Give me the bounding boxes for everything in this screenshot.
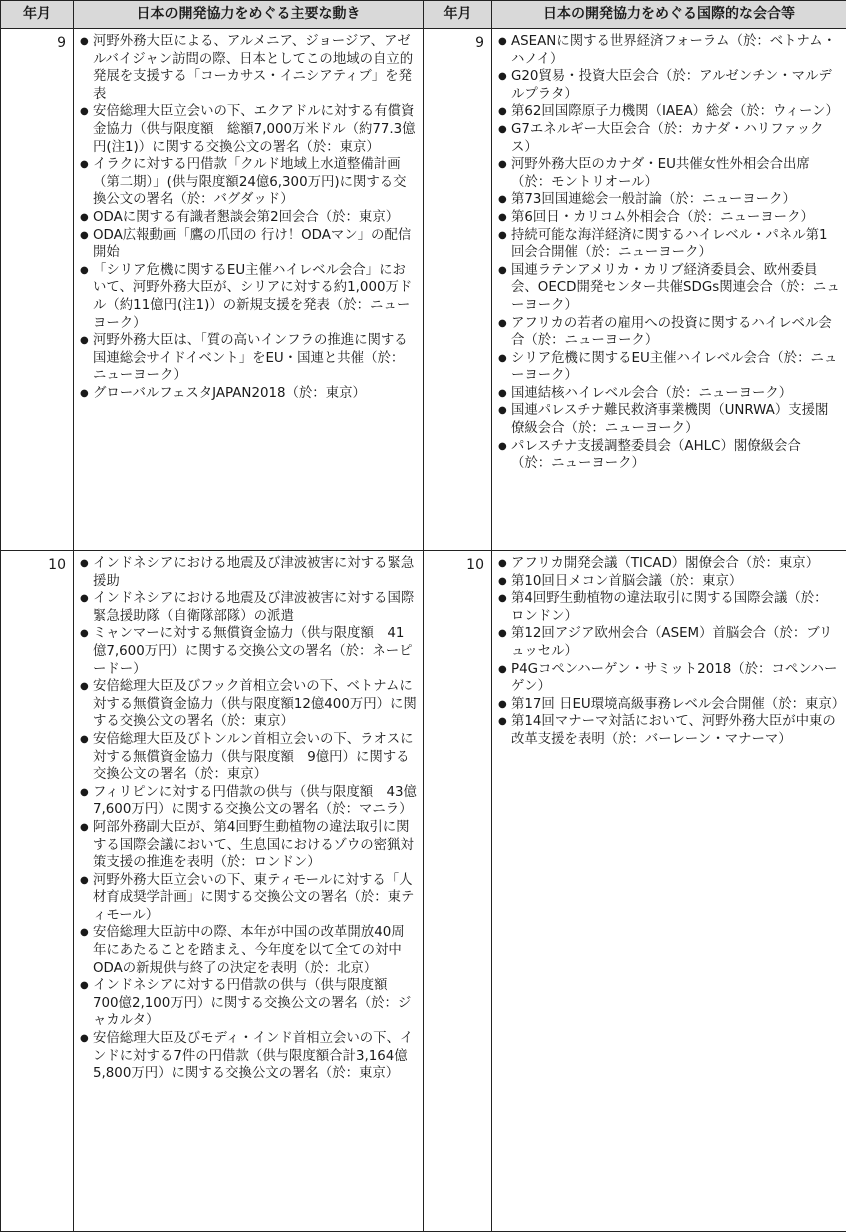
list-item: ● 第12回アジア欧州会合（ASEM）首脳会合（於：ブリュッセル） (498, 625, 840, 660)
intl-events-cell (492, 551, 846, 1232)
list-item: ● 安倍総理大臣及びトンルン首相立会いの下、ラオスに対する無償資金協力（供与限度額 9億円）に関する交換公文の署名（於：東京） (80, 731, 417, 784)
intl-event-list (498, 33, 840, 473)
list-item: ● 国連結核ハイレベル会合（於：ニューヨーク） (498, 385, 840, 403)
list-item: ● イラクに対する円借款「クルド地域上水道整備計画（第二期）」(供与限度額24億6,300万円)に関する交換公文の署名（於：バグダッド） (80, 156, 417, 209)
list-item: ● 阿部外務副大臣が、第4回野生動植物の違法取引に関する国際会議において、生息国におけるゾウの密猟対策支援の推進を表明（於：ロンドン） (80, 819, 417, 872)
list-item: ● 河野外務大臣立会いの下、東ティモールに対する「人材育成奨学計画」に関する交換公文の署名（於：東ティモール） (80, 872, 417, 925)
list-item: ● 安倍総理大臣訪中の際、本年が中国の改革開放40周年にあたることを踏まえ、今年度を以て全ての対中ODAの新規供与終了の決定を表明（於：北京） (80, 924, 417, 977)
list-item: ● 第17回 日EU環境高級事務レベル会合開催（於：東京） (498, 696, 840, 714)
header-month-2: 年月 (424, 1, 492, 29)
japan-event-list (80, 555, 417, 1083)
list-item: ● P4Gコペンハーゲン・サミット2018（於：コペンハーゲン） (498, 661, 840, 696)
list-item: ● 安倍総理大臣立会いの下、エクアドルに対する有償資金協力（供与限度額 総額7,000万米ドル（約77.3億円(注1)）に関する交換公文の署名（於：東京） (80, 103, 417, 156)
list-item: ● シリア危機に関するEU主催ハイレベル会合（於：ニューヨーク） (498, 350, 840, 385)
list-item: ● フィリピンに対する円借款の供与（供与限度額 43億7,600万円）に関する交換公文の署名（於：マニラ） (80, 784, 417, 819)
list-item: ● 「シリア危機に関するEU主催ハイレベル会合」において、河野外務大臣が、シリアに対する約1,000万ドル（約11億円(注1)）の新規支援を発表（於：ニューヨーク） (80, 262, 417, 332)
list-item: ● 河野外務大臣は、「質の高いインフラの推進に関する国連総会サイドイベント」をEU・国連と共催（於：ニューヨーク） (80, 332, 417, 385)
list-item: ● 国連ラテンアメリカ・カリブ経済委員会、欧州委員会、OECD開発センター共催SDGs関連会合（於：ニューヨーク） (498, 262, 840, 315)
month-cell: 9 (424, 29, 492, 551)
list-item: ● G7エネルギー大臣会合（於：カナダ・ハリファックス） (498, 121, 840, 156)
list-item: ● 河野外務大臣のカナダ・EU共催女性外相会合出席（於：モントリオール） (498, 156, 840, 191)
list-item: ● パレスチナ支援調整委員会（AHLC）閣僚級会合（於：ニューヨーク） (498, 438, 840, 473)
list-item: ● ODAに関する有識者懇談会第2回会合（於：東京） (80, 209, 417, 227)
month-cell: 10 (424, 551, 492, 1232)
list-item: ● 安倍総理大臣及びフック首相立会いの下、ベトナムに対する無償資金協力（供与限度額12億400万円）に関する交換公文の署名（於：東京） (80, 678, 417, 731)
month-cell: 10 (1, 551, 74, 1232)
list-item: ● インドネシアにおける地震及び津波被害に対する緊急援助 (80, 555, 417, 590)
header-month: 年月 (1, 1, 74, 29)
list-item: ● ミャンマーに対する無償資金協力（供与限度額 41億7,600万円）に関する交換公文の署名（於：ネーピードー） (80, 625, 417, 678)
japan-events-cell (74, 551, 424, 1232)
month-cell: 9 (1, 29, 74, 551)
row-september (1, 29, 846, 551)
list-item: ● ASEANに関する世界経済フォーラム（於：ベトナム・ハノイ） (498, 33, 840, 68)
list-item: ● G20貿易・投資大臣会合（於：アルゼンチン・マルデルプラタ） (498, 68, 840, 103)
list-item: ● 国連パレスチナ難民救済事業機関（UNRWA）支援閣僚級会合（於：ニューヨーク） (498, 402, 840, 437)
japan-events-cell (74, 29, 424, 551)
header-row (1, 1, 846, 29)
list-item: ● 持続可能な海洋経済に関するハイレベル・パネル第1回会合開催（於：ニューヨーク） (498, 227, 840, 262)
list-item: ● アフリカの若者の雇用への投資に関するハイレベル会合（於：ニューヨーク） (498, 315, 840, 350)
list-item: ● インドネシアにおける地震及び津波被害に対する国際緊急援助隊（自衛隊部隊）の派遣 (80, 590, 417, 625)
header-japan-movements: 日本の開発協力をめぐる主要な動き (74, 1, 424, 29)
list-item: ● グローバルフェスタJAPAN2018（於：東京） (80, 385, 417, 403)
header-international-meetings: 日本の開発協力をめぐる国際的な会合等 (492, 1, 846, 29)
intl-events-cell (492, 29, 846, 551)
list-item: ● 第73回国連総会一般討論（於：ニューヨーク） (498, 191, 840, 209)
list-item: ● 安倍総理大臣及びモディ・インド首相立会いの下、インドに対する7件の円借款（供与限度額合計3,164億5,800万円）に関する交換公文の署名（於：東京） (80, 1030, 417, 1083)
list-item: ● 第6回日・カリコム外相会合（於：ニューヨーク） (498, 209, 840, 227)
list-item: ● ODA広報動画「鷹の爪団の 行け！ODAマン」の配信開始 (80, 227, 417, 262)
row-october (1, 551, 846, 1232)
list-item: ● アフリカ開発会議（TICAD）閣僚会合（於：東京） (498, 555, 840, 573)
intl-event-list (498, 555, 846, 749)
japan-event-list (80, 33, 417, 402)
list-item: ● 第10回日メコン首脳会議（於：東京） (498, 573, 840, 591)
list-item: ● 第62回国際原子力機関（IAEA）総会（於：ウィーン） (498, 103, 840, 121)
list-item: ● 河野外務大臣による、アルメニア、ジョージア、アゼルバイジャン訪問の際、日本としてこの地域の自立的発展を支援する「コーカサス・イニシアティブ」を発表 (80, 33, 417, 103)
list-item: ● 第14回マナーマ対話において、河野外務大臣が中東の改革支援を表明（於：バーレーン・マナーマ） (498, 713, 840, 748)
list-item: ● 第4回野生動植物の違法取引に関する国際会議（於：ロンドン） (498, 590, 840, 625)
list-item: ● インドネシアに対する円借款の供与（供与限度額 700億2,100万円）に関する交換公文の署名（於：ジャカルタ） (80, 977, 417, 1030)
